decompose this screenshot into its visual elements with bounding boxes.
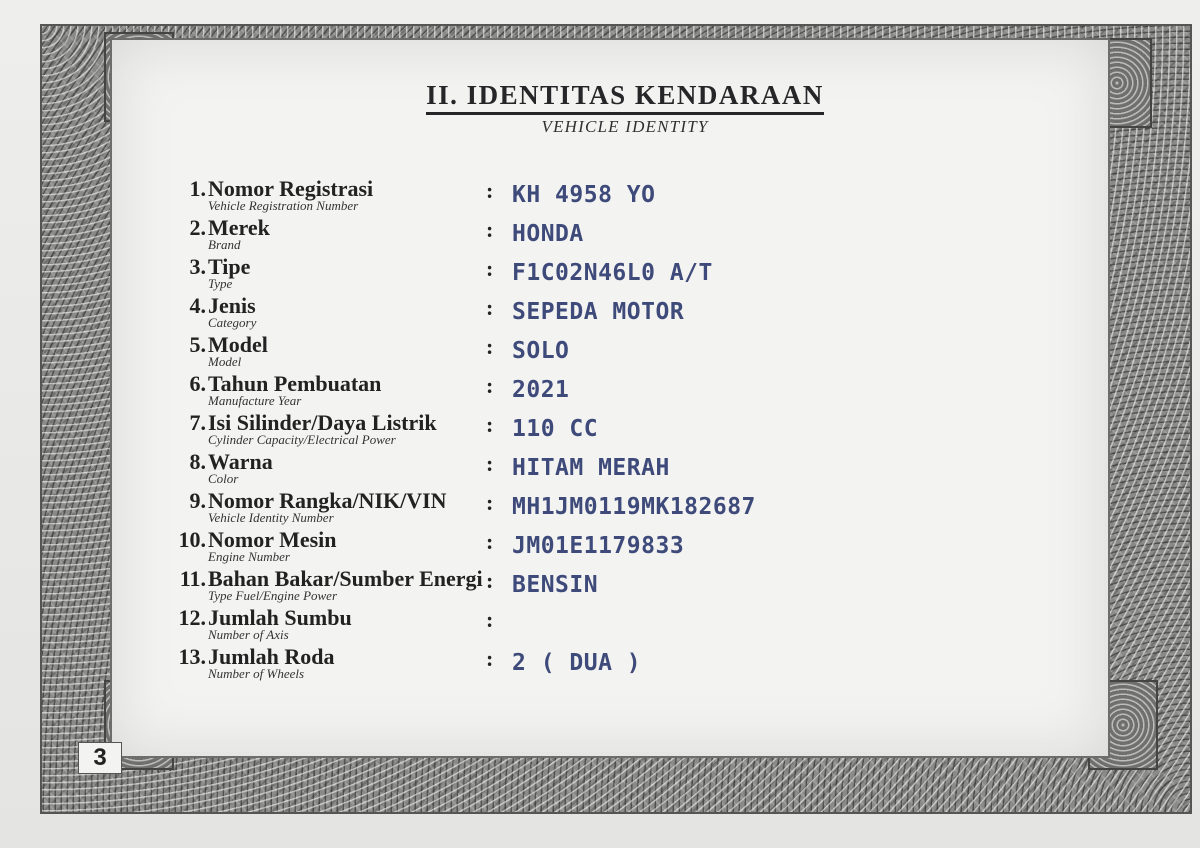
field-sublabel: Type Fuel/Engine Power	[208, 588, 338, 603]
field-number: 6.	[189, 371, 206, 396]
field-sublabel: Cylinder Capacity/Electrical Power	[208, 432, 396, 447]
field-colon: :	[486, 490, 494, 515]
field-value: BENSIN	[512, 572, 599, 598]
field-colon: :	[486, 178, 494, 203]
field-number: 7.	[189, 410, 206, 435]
field-sublabel: Engine Number	[208, 549, 290, 564]
field-value: F1C02N46L0 A/T	[512, 260, 713, 286]
field-number-of-axis	[160, 605, 1040, 643]
field-value: MH1JM0119MK182687	[512, 494, 756, 520]
field-value: SEPEDA MOTOR	[512, 299, 685, 325]
field-colon: :	[486, 451, 494, 476]
field-value: 2021	[512, 377, 570, 403]
field-colon: :	[486, 373, 494, 398]
field-number: 2.	[189, 215, 206, 240]
field-label: Tipe	[208, 254, 251, 279]
field-type	[160, 254, 1040, 292]
field-colon: :	[486, 334, 494, 359]
field-label: Jenis	[208, 293, 256, 318]
field-colon: :	[486, 529, 494, 554]
field-label: Merek	[208, 215, 270, 240]
field-number: 5.	[189, 332, 206, 357]
field-label: Nomor Rangka/NIK/VIN	[208, 488, 447, 513]
field-colon: :	[486, 412, 494, 437]
field-category	[160, 293, 1040, 331]
heading-subtitle: VEHICLE IDENTITY	[541, 117, 709, 136]
field-number: 11.	[179, 566, 206, 591]
field-number: 12.	[178, 605, 206, 630]
field-colon: :	[486, 256, 494, 281]
field-value: HITAM MERAH	[512, 455, 670, 481]
heading-title: II. IDENTITAS KENDARAAN	[426, 80, 824, 115]
field-fuel-type	[160, 566, 1040, 604]
field-colon: :	[486, 295, 494, 320]
section-heading	[0, 80, 1200, 137]
field-value: JM01E1179833	[512, 533, 685, 559]
field-value: HONDA	[512, 221, 584, 247]
field-sublabel: Brand	[208, 237, 241, 252]
field-colon: :	[486, 568, 494, 593]
field-sublabel: Number of Axis	[208, 627, 289, 642]
field-value: 2 ( DUA )	[512, 650, 642, 676]
field-colon: :	[486, 607, 494, 632]
field-vin	[160, 488, 1040, 526]
field-number: 3.	[189, 254, 206, 279]
field-sublabel: Number of Wheels	[208, 666, 305, 681]
field-color	[160, 449, 1040, 487]
field-label: Jumlah Sumbu	[208, 605, 352, 630]
field-value: SOLO	[512, 338, 570, 364]
field-sublabel: Vehicle Identity Number	[208, 510, 334, 525]
field-registration-number	[160, 176, 1040, 214]
field-number-of-wheels	[160, 644, 1040, 682]
field-colon: :	[486, 646, 494, 671]
field-sublabel: Vehicle Registration Number	[208, 198, 359, 213]
field-sublabel: Category	[208, 315, 257, 330]
field-number: 1.	[189, 176, 206, 201]
field-number: 10.	[178, 527, 206, 552]
field-label: Bahan Bakar/Sumber Energi	[208, 566, 483, 591]
field-label: Model	[208, 332, 268, 357]
field-label: Isi Silinder/Daya Listrik	[208, 410, 437, 435]
field-label: Jumlah Roda	[208, 644, 335, 669]
field-sublabel: Type	[208, 276, 233, 291]
field-label: Warna	[208, 449, 273, 474]
field-manufacture-year	[160, 371, 1040, 409]
field-number: 8.	[189, 449, 206, 474]
field-engine-number	[160, 527, 1040, 565]
field-model	[160, 332, 1040, 370]
field-colon: :	[486, 217, 494, 242]
field-value: KH 4958 YO	[512, 182, 656, 208]
field-cylinder-capacity	[160, 410, 1040, 448]
field-value: 110 CC	[512, 416, 599, 442]
field-label: Nomor Mesin	[208, 527, 337, 552]
field-number: 9.	[189, 488, 206, 513]
field-label: Tahun Pembuatan	[208, 371, 382, 396]
field-sublabel: Manufacture Year	[208, 393, 302, 408]
field-brand	[160, 215, 1040, 253]
page-number: 3	[78, 742, 122, 774]
field-label: Nomor Registrasi	[208, 176, 374, 201]
field-number: 13.	[178, 644, 206, 669]
field-sublabel: Color	[208, 471, 239, 486]
field-number: 4.	[189, 293, 206, 318]
field-sublabel: Model	[208, 354, 242, 369]
